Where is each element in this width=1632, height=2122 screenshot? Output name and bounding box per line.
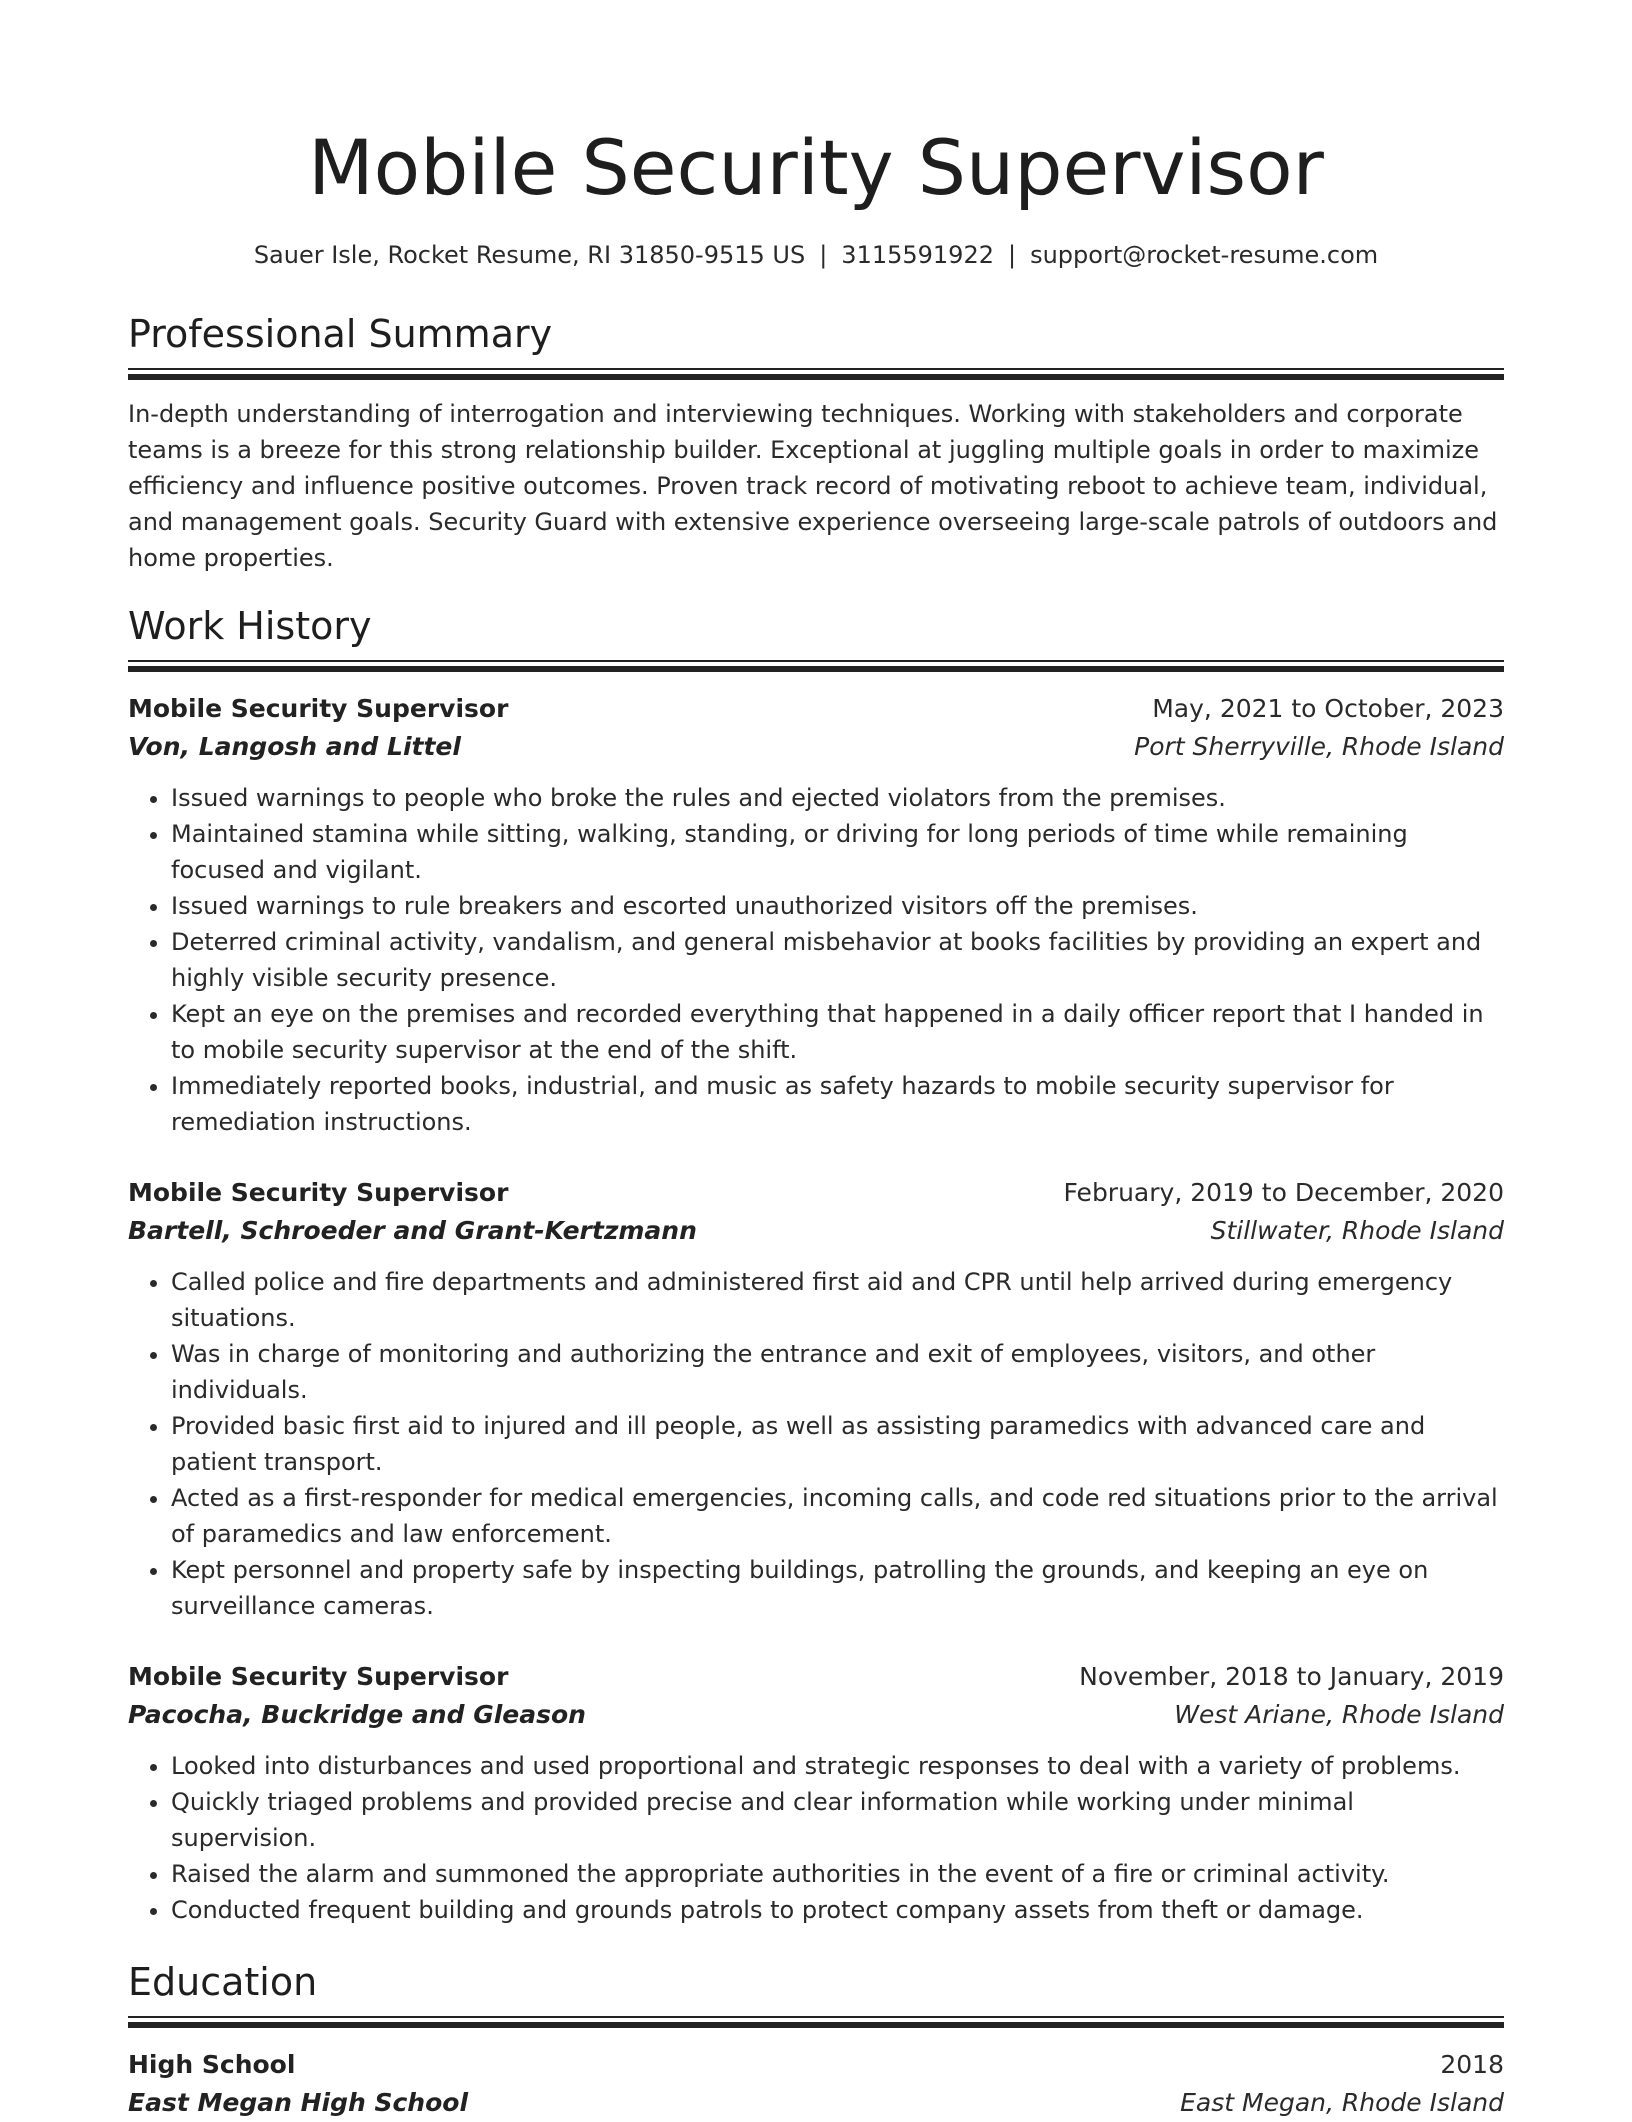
- job-entry: [128, 690, 1504, 1140]
- education-header-row: [128, 2046, 1504, 2084]
- job-header-row: [128, 1174, 1504, 1212]
- job-title: Mobile Security Supervisor: [128, 1178, 509, 1207]
- job-bullet: • Quickly triaged problems and provided precise and clear information while working under minimal supervision.: [171, 1784, 1504, 1856]
- education-entry: [128, 2046, 1504, 2122]
- job-company-row: [128, 1696, 1504, 1734]
- job-dates: May, 2021 to October, 2023: [1152, 694, 1504, 723]
- job-company-row: [128, 728, 1504, 766]
- job-bullet: • Looked into disturbances and used proportional and strategic responses to deal with a variety of problems.: [171, 1748, 1504, 1784]
- job-bullet: • Issued warnings to rule breakers and escorted unauthorized visitors off the premises.: [171, 888, 1504, 924]
- education-location: East Megan, Rhode Island: [1180, 2088, 1504, 2117]
- job-entry: [128, 1658, 1504, 1928]
- job-bullet: • Maintained stamina while sitting, walking, standing, or driving for long periods of time while remaining focused and vigilant.: [171, 816, 1504, 888]
- job-company: Von, Langosh and Littel: [128, 732, 461, 761]
- job-header-row: [128, 1658, 1504, 1696]
- job-bullet: • Conducted frequent building and grounds patrols to protect company assets from theft or damage.: [171, 1892, 1504, 1928]
- job-bullet-list: [128, 1748, 1504, 1928]
- contact-email: support@rocket-resume.com: [1030, 241, 1379, 269]
- job-bullet: • Kept personnel and property safe by inspecting buildings, patrolling the grounds, and keeping an eye on surveillance cameras.: [171, 1552, 1504, 1624]
- job-bullet-list: [128, 780, 1504, 1140]
- section-divider: [128, 368, 1504, 380]
- job-header-row: [128, 690, 1504, 728]
- work-history-heading: Work History: [128, 604, 372, 648]
- job-bullet: • Issued warnings to people who broke the rules and ejected violators from the premises.: [171, 780, 1504, 816]
- education-heading: Education: [128, 1960, 318, 2004]
- job-dates: November, 2018 to January, 2019: [1079, 1662, 1504, 1691]
- contact-line: [128, 238, 1504, 272]
- job-dates: February, 2019 to December, 2020: [1063, 1178, 1504, 1207]
- education-school: East Megan High School: [128, 2088, 469, 2117]
- section-divider: [128, 660, 1504, 672]
- job-bullet: • Was in charge of monitoring and authorizing the entrance and exit of employees, visitors, and other individuals.: [171, 1336, 1504, 1408]
- job-location: Stillwater, Rhode Island: [1210, 1216, 1504, 1245]
- summary-text: In-depth understanding of interrogation and interviewing techniques. Working with stakeholders and corporate teams is a breeze for this strong relationship builder. Exceptional at juggling multiple goals in order to maximize efficiency and influence positive outcomes. Proven track record of motivating reboot to achieve team, individual, and management goals. Security Guard with extensive experience overseeing large-scale patrols of outdoors and home properties.: [128, 400, 1498, 572]
- job-bullet: • Immediately reported books, industrial, and music as safety hazards to mobile security supervisor for remediation instructions.: [171, 1068, 1504, 1140]
- resume-name: Mobile Security Supervisor: [308, 123, 1324, 212]
- job-bullet: • Deterred criminal activity, vandalism, and general misbehavior at books facilities by providing an expert and highly visible security presence.: [171, 924, 1504, 996]
- job-entry: [128, 1174, 1504, 1624]
- contact-separator: |: [1008, 241, 1017, 269]
- job-bullet: • Called police and fire departments and administered first aid and CPR until help arrived during emergency situations.: [171, 1264, 1504, 1336]
- education-year: 2018: [1440, 2050, 1504, 2079]
- job-bullet: • Acted as a first-responder for medical emergencies, incoming calls, and code red situations prior to the arrival of paramedics and law enforcement.: [171, 1480, 1504, 1552]
- contact-phone: 3115591922: [841, 241, 994, 269]
- job-bullet-list: [128, 1264, 1504, 1624]
- job-location: Port Sherryville, Rhode Island: [1134, 732, 1504, 761]
- job-bullet: • Raised the alarm and summoned the appropriate authorities in the event of a fire or criminal activity.: [171, 1856, 1504, 1892]
- job-location: West Ariane, Rhode Island: [1174, 1700, 1504, 1729]
- education-school-row: [128, 2084, 1504, 2122]
- job-company: Bartell, Schroeder and Grant-Kertzmann: [128, 1216, 697, 1245]
- contact-address: Sauer Isle, Rocket Resume, RI 31850-9515 US: [253, 241, 806, 269]
- job-company-row: [128, 1212, 1504, 1250]
- job-company: Pacocha, Buckridge and Gleason: [128, 1700, 586, 1729]
- job-bullet: • Kept an eye on the premises and recorded everything that happened in a daily officer report that I handed in to mobile security supervisor at the end of the shift.: [171, 996, 1504, 1068]
- summary-heading: Professional Summary: [128, 312, 553, 356]
- section-divider: [128, 2016, 1504, 2028]
- job-title: Mobile Security Supervisor: [128, 1662, 509, 1691]
- resume-page: [128, 120, 1504, 2122]
- job-bullet: • Provided basic first aid to injured and ill people, as well as assisting paramedics with advanced care and patient transport.: [171, 1408, 1504, 1480]
- job-title: Mobile Security Supervisor: [128, 694, 509, 723]
- education-degree: High School: [128, 2050, 296, 2079]
- contact-separator: |: [819, 241, 828, 269]
